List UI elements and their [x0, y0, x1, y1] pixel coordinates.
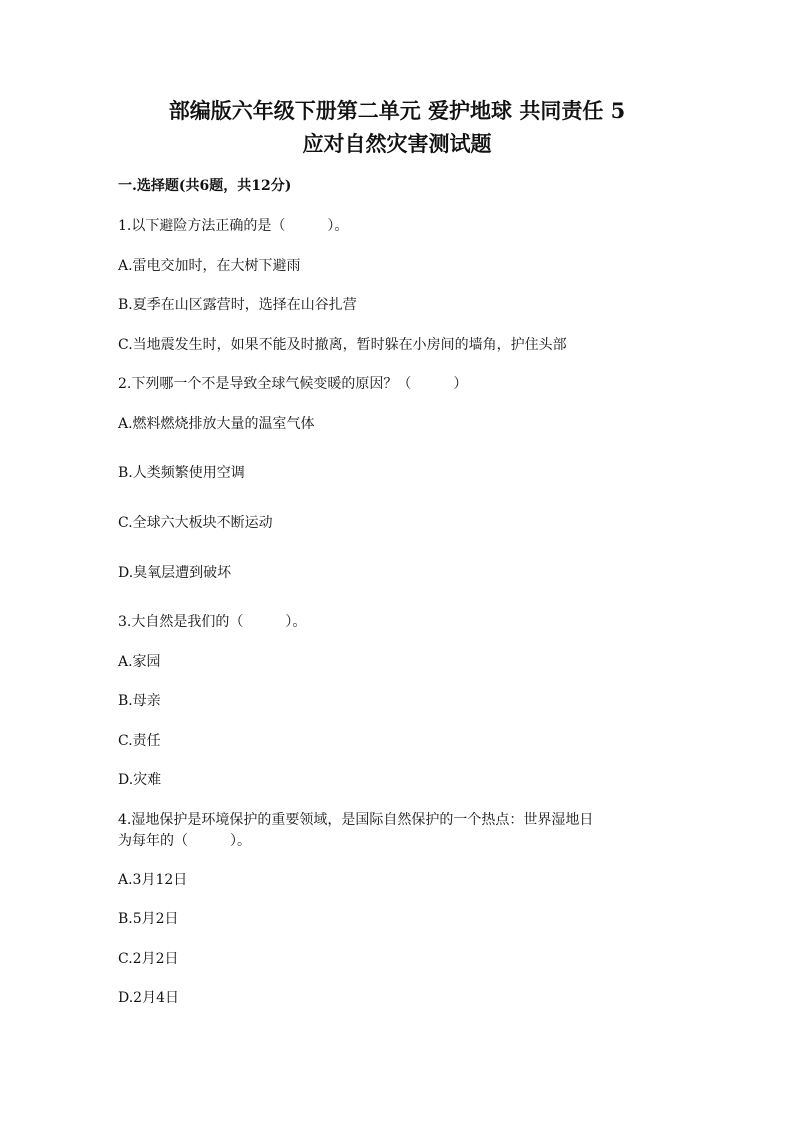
question-3-stem: 3.大自然是我们的（ ）。: [118, 614, 307, 630]
question-4-option-a: A.3月12日: [118, 872, 188, 888]
question-1-stem: 1.以下避险方法正确的是（ ）。: [118, 218, 349, 234]
question-1-option-c: C.当地震发生时，如果不能及时撤离，暂时躲在小房间的墙角，护住头部: [118, 337, 567, 353]
section-heading: 一.选择题(共6题，共12分): [118, 178, 292, 194]
document-title-line-2: 应对自然灾害测试题: [302, 131, 492, 156]
question-3-option-d: D.灾难: [118, 772, 162, 788]
document-title-line-1: 部编版六年级下册第二单元 爱护地球 共同责任 5: [168, 98, 626, 123]
question-2-option-d: D.臭氧层遭到破坏: [118, 565, 232, 581]
question-3-option-c: C.责任: [118, 733, 161, 749]
question-4-stem-line-2: 为每年的（ ）。: [118, 833, 251, 849]
question-4-option-c: C.2月2日: [118, 951, 179, 967]
question-4-option-d: D.2月4日: [118, 990, 179, 1006]
question-2-option-b: B.人类频繁使用空调: [118, 465, 245, 481]
question-2-stem: 2.下列哪一个不是导致全球气候变暖的原因？（ ）: [118, 376, 468, 392]
question-1-option-a: A.雷电交加时，在大树下避雨: [118, 258, 301, 274]
question-4-option-b: B.5月2日: [118, 911, 179, 927]
question-2-option-a: A.燃料燃烧排放大量的温室气体: [118, 416, 315, 432]
question-3-option-b: B.母亲: [118, 693, 161, 709]
question-1-option-b: B.夏季在山区露营时，选择在山谷扎营: [118, 297, 357, 313]
question-4-stem-line-1: 4.湿地保护是环境保护的重要领域，是国际自然保护的一个热点：世界湿地日: [118, 812, 594, 828]
question-2-option-c: C.全球六大板块不断运动: [118, 515, 273, 531]
question-3-option-a: A.家园: [118, 654, 161, 670]
